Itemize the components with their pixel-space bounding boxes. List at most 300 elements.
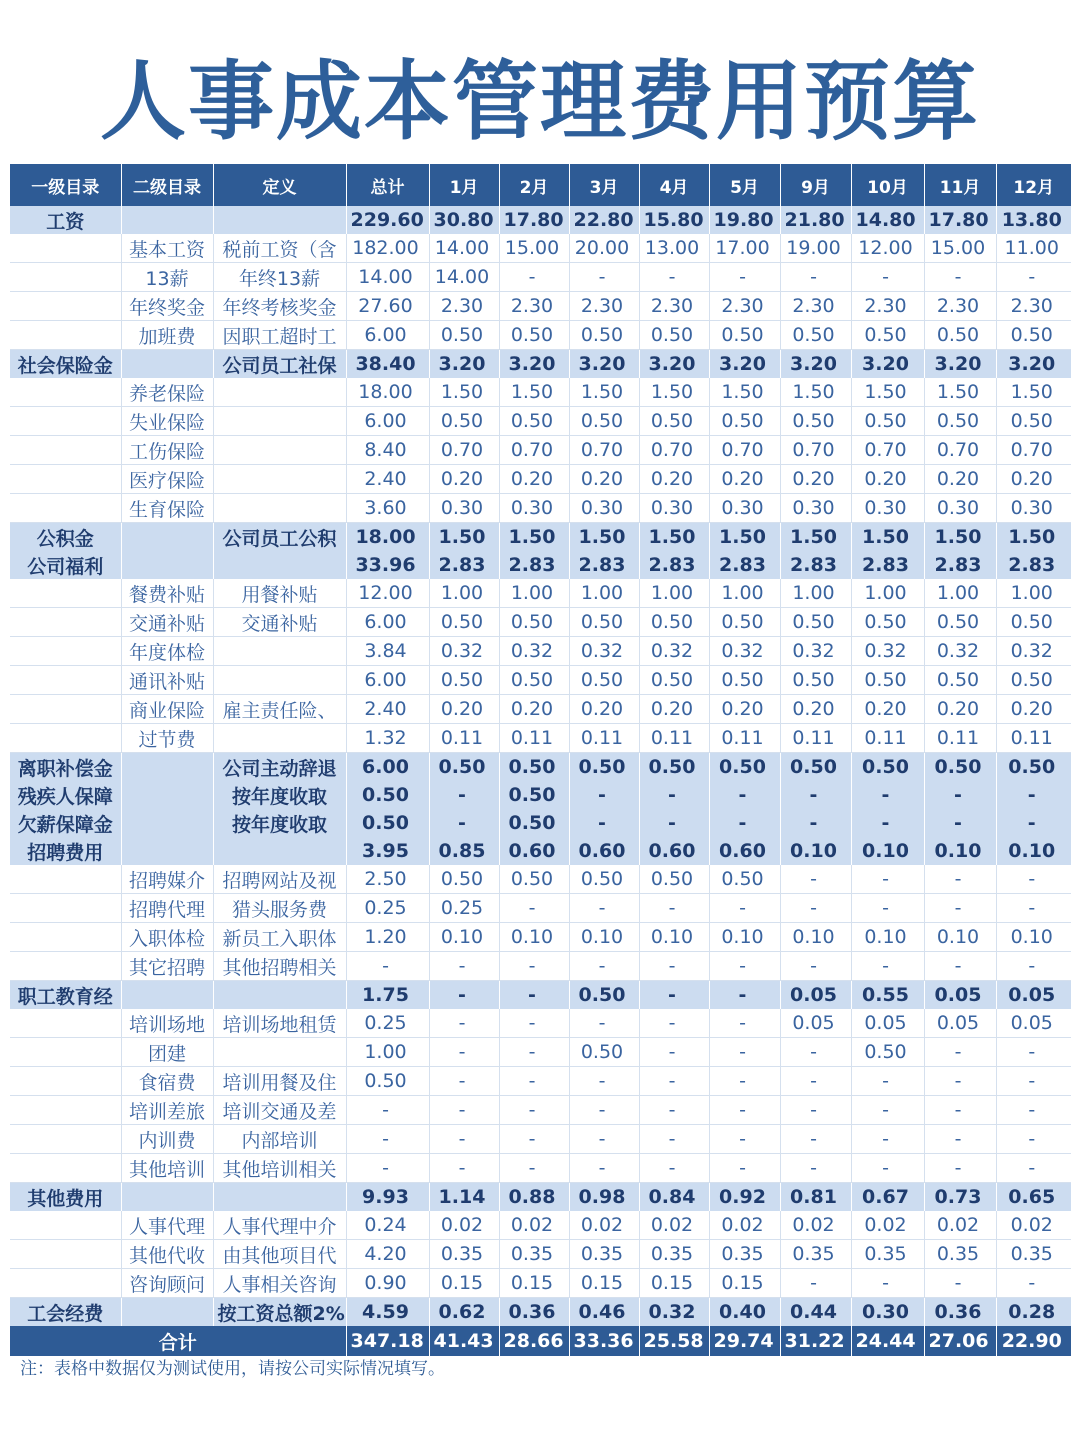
value-cell: - <box>569 1009 639 1038</box>
definition-cell <box>213 465 346 494</box>
value-cell: 3.20 <box>569 350 639 379</box>
value-cell: - <box>499 1009 569 1038</box>
value-cell: 0.32 <box>709 637 780 666</box>
column-header: 1月 <box>429 164 499 206</box>
level2-cell: 人事代理 <box>121 1211 213 1240</box>
value-cell: 0.05 <box>780 981 851 1010</box>
value-cell: 1.00 <box>924 579 996 608</box>
value-cell: 1.50 <box>429 523 499 552</box>
value-cell: - <box>924 1067 996 1096</box>
value-cell: 0.05 <box>851 1009 924 1038</box>
definition-cell <box>213 666 346 695</box>
definition-cell: 培训用餐及住 <box>213 1067 346 1096</box>
value-cell: 2.30 <box>780 292 851 321</box>
value-cell: 0.50 <box>996 753 1071 782</box>
value-cell: 1.50 <box>996 523 1071 552</box>
value-cell: 0.50 <box>639 321 709 350</box>
column-header: 2月 <box>499 164 569 206</box>
table-row <box>10 695 1071 724</box>
level2-cell <box>121 206 213 234</box>
value-cell: - <box>996 809 1071 837</box>
level1-cell <box>10 637 121 666</box>
value-cell: 1.50 <box>639 523 709 552</box>
value-cell: 2.83 <box>499 551 569 579</box>
value-cell: 0.15 <box>499 1269 569 1298</box>
value-cell: 0.30 <box>996 494 1071 523</box>
value-cell: - <box>639 263 709 292</box>
value-cell: - <box>569 1125 639 1154</box>
table-row <box>10 234 1071 263</box>
value-cell: 0.50 <box>639 753 709 782</box>
value-cell: 0.02 <box>499 1211 569 1240</box>
value-cell: - <box>851 1269 924 1298</box>
value-cell: 0.50 <box>924 666 996 695</box>
value-cell: 3.95 <box>346 837 429 865</box>
value-cell: 0.30 <box>499 494 569 523</box>
value-cell: - <box>709 1154 780 1183</box>
value-cell: 0.10 <box>996 837 1071 865</box>
definition-cell: 年终考核奖金 <box>213 292 346 321</box>
value-cell: 21.80 <box>780 206 851 234</box>
value-cell: - <box>639 1096 709 1125</box>
value-cell: 0.70 <box>709 436 780 465</box>
total-value-cell: 41.43 <box>429 1326 499 1356</box>
value-cell: 6.00 <box>346 753 429 782</box>
value-cell: - <box>639 952 709 981</box>
definition-cell <box>213 551 346 579</box>
value-cell: 0.35 <box>499 1240 569 1269</box>
level2-cell: 招聘媒介 <box>121 865 213 894</box>
value-cell: 2.50 <box>346 865 429 894</box>
value-cell: 1.50 <box>499 523 569 552</box>
value-cell: 0.50 <box>996 321 1071 350</box>
level1-cell <box>10 1125 121 1154</box>
level1-cell: 工会经费 <box>10 1298 121 1327</box>
budget-table <box>10 164 1071 1356</box>
column-header: 11月 <box>924 164 996 206</box>
value-cell: 0.30 <box>709 494 780 523</box>
value-cell: 3.20 <box>709 350 780 379</box>
total-label: 合计 <box>10 1326 346 1356</box>
level2-cell: 培训场地 <box>121 1009 213 1038</box>
value-cell: 0.70 <box>780 436 851 465</box>
value-cell: - <box>499 981 569 1010</box>
value-cell: - <box>346 1125 429 1154</box>
value-cell: - <box>429 809 499 837</box>
value-cell: 0.90 <box>346 1269 429 1298</box>
table-body <box>10 206 1071 1326</box>
level2-cell: 医疗保险 <box>121 465 213 494</box>
value-cell: 0.55 <box>851 981 924 1010</box>
value-cell: 0.32 <box>429 637 499 666</box>
value-cell: - <box>709 781 780 809</box>
value-cell: - <box>569 809 639 837</box>
value-cell: - <box>851 865 924 894</box>
value-cell: 0.10 <box>499 923 569 952</box>
value-cell: - <box>996 865 1071 894</box>
definition-cell: 培训交通及差 <box>213 1096 346 1125</box>
definition-cell: 税前工资（含 <box>213 234 346 263</box>
value-cell: 0.05 <box>780 1009 851 1038</box>
value-cell: - <box>996 1067 1071 1096</box>
definition-cell: 因职工超时工 <box>213 321 346 350</box>
value-cell: - <box>709 894 780 923</box>
category-row <box>10 837 1071 865</box>
value-cell: 0.50 <box>429 865 499 894</box>
definition-cell: 按工资总额2% <box>213 1298 346 1327</box>
value-cell: - <box>429 1067 499 1096</box>
value-cell: - <box>924 894 996 923</box>
table-row <box>10 923 1071 952</box>
category-row <box>10 1298 1071 1327</box>
value-cell: 0.10 <box>780 923 851 952</box>
level2-cell: 其他培训 <box>121 1154 213 1183</box>
value-cell: 0.20 <box>780 695 851 724</box>
value-cell: 0.15 <box>569 1269 639 1298</box>
value-cell: 0.35 <box>709 1240 780 1269</box>
value-cell: 0.10 <box>780 837 851 865</box>
value-cell: 0.70 <box>569 436 639 465</box>
definition-cell: 雇主责任险、 <box>213 695 346 724</box>
value-cell: - <box>851 952 924 981</box>
value-cell: 0.50 <box>851 1038 924 1067</box>
total-value-cell: 347.18 <box>346 1326 429 1356</box>
value-cell: 0.11 <box>924 724 996 753</box>
value-cell: 0.50 <box>780 753 851 782</box>
value-cell: 0.50 <box>569 753 639 782</box>
value-cell: 0.02 <box>709 1211 780 1240</box>
value-cell: - <box>569 894 639 923</box>
level2-cell: 培训差旅 <box>121 1096 213 1125</box>
value-cell: 1.50 <box>709 523 780 552</box>
total-value-cell: 22.90 <box>996 1326 1071 1356</box>
value-cell: 0.10 <box>851 923 924 952</box>
level1-cell <box>10 923 121 952</box>
page-title: 人事成本管理费用预算 <box>100 52 980 152</box>
value-cell: - <box>996 1125 1071 1154</box>
value-cell: 27.60 <box>346 292 429 321</box>
value-cell: 0.10 <box>996 923 1071 952</box>
value-cell: 1.50 <box>924 523 996 552</box>
value-cell: 0.11 <box>851 724 924 753</box>
level2-cell: 加班费 <box>121 321 213 350</box>
value-cell: 0.11 <box>996 724 1071 753</box>
category-row <box>10 981 1071 1010</box>
level1-cell: 公司福利 <box>10 551 121 579</box>
value-cell: 2.30 <box>851 292 924 321</box>
value-cell: 13.00 <box>639 234 709 263</box>
value-cell: 18.00 <box>346 378 429 407</box>
value-cell: 0.20 <box>709 465 780 494</box>
value-cell: 0.70 <box>429 436 499 465</box>
value-cell: 0.50 <box>996 407 1071 436</box>
definition-cell <box>213 981 346 1010</box>
value-cell: 0.10 <box>709 923 780 952</box>
level1-cell <box>10 1038 121 1067</box>
value-cell: 3.20 <box>924 350 996 379</box>
level1-cell <box>10 292 121 321</box>
level2-cell <box>121 753 213 782</box>
value-cell: 0.11 <box>639 724 709 753</box>
value-cell: 0.20 <box>851 695 924 724</box>
value-cell: 0.02 <box>429 1211 499 1240</box>
value-cell: 0.84 <box>639 1183 709 1212</box>
value-cell: 0.05 <box>996 981 1071 1010</box>
column-header: 定义 <box>213 164 346 206</box>
value-cell: - <box>569 1154 639 1183</box>
definition-cell: 培训场地租赁 <box>213 1009 346 1038</box>
value-cell: 1.50 <box>851 523 924 552</box>
table-row <box>10 952 1071 981</box>
definition-cell <box>213 724 346 753</box>
column-header: 4月 <box>639 164 709 206</box>
level1-cell <box>10 695 121 724</box>
value-cell: 0.50 <box>709 608 780 637</box>
value-cell: - <box>569 263 639 292</box>
total-value-cell: 31.22 <box>780 1326 851 1356</box>
category-row <box>10 1183 1071 1212</box>
value-cell: - <box>709 1009 780 1038</box>
value-cell: 0.73 <box>924 1183 996 1212</box>
value-cell: 2.30 <box>709 292 780 321</box>
value-cell: 0.11 <box>780 724 851 753</box>
definition-cell: 其他招聘相关 <box>213 952 346 981</box>
value-cell: 2.83 <box>709 551 780 579</box>
value-cell: 0.50 <box>996 666 1071 695</box>
value-cell: 0.20 <box>429 465 499 494</box>
column-header: 一级目录 <box>10 164 121 206</box>
value-cell: 0.35 <box>569 1240 639 1269</box>
value-cell: 1.14 <box>429 1183 499 1212</box>
value-cell: 2.30 <box>924 292 996 321</box>
level1-cell <box>10 436 121 465</box>
value-cell: 1.50 <box>569 523 639 552</box>
definition-cell <box>213 637 346 666</box>
value-cell: - <box>924 1269 996 1298</box>
value-cell: - <box>639 1009 709 1038</box>
value-cell: 0.30 <box>851 1298 924 1327</box>
total-value-cell: 28.66 <box>499 1326 569 1356</box>
value-cell: 3.60 <box>346 494 429 523</box>
level1-cell: 公积金 <box>10 523 121 552</box>
value-cell: 0.50 <box>924 407 996 436</box>
value-cell: - <box>499 894 569 923</box>
value-cell: 0.10 <box>429 923 499 952</box>
value-cell: 0.50 <box>499 321 569 350</box>
definition-cell <box>213 1183 346 1212</box>
value-cell: 0.32 <box>569 637 639 666</box>
table-row <box>10 637 1071 666</box>
value-cell: 2.83 <box>639 551 709 579</box>
value-cell: 6.00 <box>346 608 429 637</box>
definition-cell: 新员工入职体 <box>213 923 346 952</box>
value-cell: - <box>924 809 996 837</box>
value-cell: - <box>639 1125 709 1154</box>
total-value-cell: 27.06 <box>924 1326 996 1356</box>
value-cell: 0.50 <box>499 407 569 436</box>
value-cell: 1.50 <box>780 378 851 407</box>
definition-cell <box>213 407 346 436</box>
value-cell: - <box>709 981 780 1010</box>
definition-cell: 年终13薪 <box>213 263 346 292</box>
column-header: 二级目录 <box>121 164 213 206</box>
definition-cell: 按年度收取 <box>213 781 346 809</box>
level2-cell: 商业保险 <box>121 695 213 724</box>
value-cell: 20.00 <box>569 234 639 263</box>
value-cell: - <box>996 894 1071 923</box>
value-cell: - <box>924 1125 996 1154</box>
level2-cell: 养老保险 <box>121 378 213 407</box>
value-cell: 0.30 <box>780 494 851 523</box>
value-cell: 0.60 <box>499 837 569 865</box>
value-cell: 6.00 <box>346 321 429 350</box>
value-cell: 0.36 <box>499 1298 569 1327</box>
definition-cell: 招聘网站及视 <box>213 865 346 894</box>
value-cell: 0.50 <box>569 981 639 1010</box>
value-cell: 2.30 <box>569 292 639 321</box>
level2-cell: 13薪 <box>121 263 213 292</box>
value-cell: 1.50 <box>499 378 569 407</box>
table-row <box>10 1038 1071 1067</box>
level1-cell <box>10 1067 121 1096</box>
value-cell: 0.50 <box>851 321 924 350</box>
value-cell: 1.00 <box>851 579 924 608</box>
value-cell: 0.32 <box>996 637 1071 666</box>
level2-cell: 失业保险 <box>121 407 213 436</box>
value-cell: 0.50 <box>639 865 709 894</box>
value-cell: - <box>851 263 924 292</box>
value-cell: 0.60 <box>639 837 709 865</box>
value-cell: 0.35 <box>429 1240 499 1269</box>
value-cell: 0.70 <box>639 436 709 465</box>
value-cell: 8.40 <box>346 436 429 465</box>
table-row <box>10 436 1071 465</box>
value-cell: 0.35 <box>851 1240 924 1269</box>
total-value-cell: 24.44 <box>851 1326 924 1356</box>
value-cell: 0.10 <box>851 837 924 865</box>
value-cell: - <box>996 781 1071 809</box>
value-cell: 0.20 <box>851 465 924 494</box>
value-cell: 0.10 <box>924 923 996 952</box>
level2-cell: 过节费 <box>121 724 213 753</box>
level1-cell <box>10 263 121 292</box>
value-cell: 0.50 <box>924 321 996 350</box>
table-row <box>10 1211 1071 1240</box>
table-row <box>10 1096 1071 1125</box>
value-cell: - <box>569 952 639 981</box>
value-cell: 0.25 <box>346 1009 429 1038</box>
footnote: 注：表格中数据仅为测试使用，请按公司实际情况填写。 <box>20 1359 445 1379</box>
value-cell: 0.50 <box>499 865 569 894</box>
value-cell: 0.50 <box>429 321 499 350</box>
value-cell: 0.05 <box>924 1009 996 1038</box>
value-cell: 0.20 <box>709 695 780 724</box>
value-cell: 3.20 <box>851 350 924 379</box>
value-cell: 0.46 <box>569 1298 639 1327</box>
value-cell: - <box>639 981 709 1010</box>
level2-cell: 其他代收 <box>121 1240 213 1269</box>
table-row <box>10 465 1071 494</box>
value-cell: - <box>639 1038 709 1067</box>
table-row <box>10 894 1071 923</box>
definition-cell: 内部培训 <box>213 1125 346 1154</box>
level1-cell <box>10 1096 121 1125</box>
level2-cell <box>121 551 213 579</box>
value-cell: - <box>851 1154 924 1183</box>
value-cell: 0.50 <box>709 666 780 695</box>
definition-cell <box>213 1038 346 1067</box>
value-cell: 0.02 <box>780 1211 851 1240</box>
value-cell: - <box>996 263 1071 292</box>
value-cell: 2.40 <box>346 465 429 494</box>
value-cell: 0.36 <box>924 1298 996 1327</box>
value-cell: 0.50 <box>996 608 1071 637</box>
value-cell: 0.05 <box>924 981 996 1010</box>
value-cell: - <box>924 263 996 292</box>
value-cell: 0.40 <box>709 1298 780 1327</box>
table-row <box>10 407 1071 436</box>
value-cell: 0.50 <box>569 1038 639 1067</box>
value-cell: 3.20 <box>429 350 499 379</box>
category-row <box>10 781 1071 809</box>
value-cell: 0.25 <box>429 894 499 923</box>
value-cell: - <box>569 781 639 809</box>
value-cell: 9.93 <box>346 1183 429 1212</box>
value-cell: 12.00 <box>346 579 429 608</box>
value-cell: - <box>429 1154 499 1183</box>
level2-cell: 食宿费 <box>121 1067 213 1096</box>
value-cell: 0.20 <box>499 695 569 724</box>
level2-cell: 工伤保险 <box>121 436 213 465</box>
value-cell: 0.50 <box>851 753 924 782</box>
value-cell: 0.32 <box>499 637 569 666</box>
value-cell: - <box>499 1096 569 1125</box>
total-row <box>10 1326 1071 1356</box>
value-cell: - <box>499 952 569 981</box>
table-row <box>10 378 1071 407</box>
value-cell: - <box>429 781 499 809</box>
value-cell: 0.50 <box>851 608 924 637</box>
definition-cell: 其他培训相关 <box>213 1154 346 1183</box>
value-cell: 6.00 <box>346 407 429 436</box>
value-cell: 0.98 <box>569 1183 639 1212</box>
level2-cell <box>121 809 213 837</box>
value-cell: - <box>639 894 709 923</box>
value-cell: 0.50 <box>639 608 709 637</box>
value-cell: 1.50 <box>569 378 639 407</box>
value-cell: 19.00 <box>780 234 851 263</box>
value-cell: 0.20 <box>996 465 1071 494</box>
value-cell: 2.83 <box>780 551 851 579</box>
value-cell: - <box>346 1096 429 1125</box>
value-cell: - <box>924 1096 996 1125</box>
value-cell: 0.50 <box>924 608 996 637</box>
value-cell: 0.50 <box>639 666 709 695</box>
value-cell: 0.60 <box>569 837 639 865</box>
value-cell: 0.50 <box>709 753 780 782</box>
value-cell: - <box>996 1269 1071 1298</box>
value-cell: - <box>429 1096 499 1125</box>
value-cell: 0.62 <box>429 1298 499 1327</box>
value-cell: - <box>429 1009 499 1038</box>
definition-cell: 猎头服务费 <box>213 894 346 923</box>
value-cell: 0.50 <box>709 321 780 350</box>
value-cell: 1.00 <box>709 579 780 608</box>
value-cell: 1.50 <box>780 523 851 552</box>
value-cell: 15.80 <box>639 206 709 234</box>
value-cell: 30.80 <box>429 206 499 234</box>
value-cell: 0.60 <box>709 837 780 865</box>
